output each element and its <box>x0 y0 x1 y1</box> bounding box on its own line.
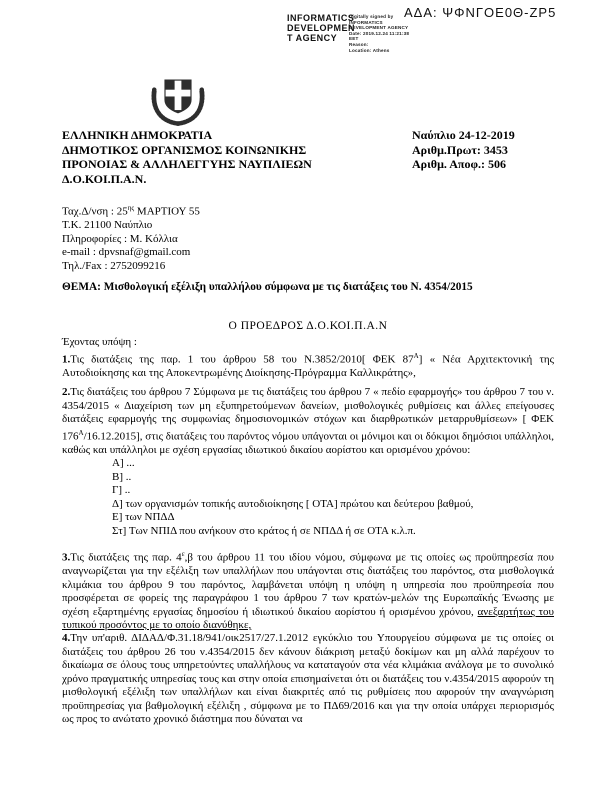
signature-details <box>349 13 421 53</box>
paragraph-2: 2.Τις διατάξεις του άρθρου 7 Σύμφωνα με τις διατάξεις του άρθρου 7 « πεδίο εφαρμογής» του άρθρου 7 του ν. 4354/2015 « Διαχείριση των μη εξυπηρετούμενων δανείων, μισθολογικές ρυθμίσεις και άλλες επείγουσες διατάξεις εφαρμογής της συμφωνίας δημοσιονομικών στόχων και διαρθρωτικών μεταρρυθμίσεων» [ ΦΕΚ $176^A/16.12.2015$], στις διατάξεις του παρόντος νόμου υπάγονται οι μόνιμοι και οι δόκιμοι δημόσιοι υπάλληλοι, καθώς και υπάλληλοι με σχέση εργασίας ιδιωτικού δικαίου αορίστου και ορισμένου χρόνου: <box>62 386 554 456</box>
signature-agency-line: T AGENCY <box>287 33 338 43</box>
signature-detail-line: Location: Athens <box>349 47 390 53</box>
signature-agency-line: INFORMATICS <box>287 13 355 23</box>
org-line: ΔΗΜΟΤΙΚΟΣ ΟΡΓΑΝΙΣΜΟΣ ΚΟΙΝΩΝΙΚΗΣ <box>62 142 307 157</box>
postal-code: Τ.Κ. 21100 Ναύπλιο <box>62 219 153 232</box>
signature-detail-line: Digitally signed by <box>349 14 394 19</box>
org-line: ΠΡΟΝΟΙΑΣ & ΑΛΛΗΛΕΓΓΥΗΣ ΝΑΥΠΛΙΕΩΝ <box>62 157 312 171</box>
org-line: Δ.Ο.ΚΟΙ.Π.Α.Ν. <box>62 171 147 186</box>
signature-detail-line: Date: 2019.12.24 11:21:38 <box>349 30 410 36</box>
paragraph-1: 1.Τις διατάξεις της παρ. 1 του άρθρου 58 του Ν.3852/2010[ ΦΕΚ $87^A$] « Νέα Αρχιτεκτονική της Αυτοδιοίκησης και της Αποκεντρωμένης Διοίκησης-Πρόγραμμα Καλλικράτης», <box>62 351 554 380</box>
contact-person: Πληροφορίες : Μ. Κόλλια <box>62 232 178 245</box>
document-body <box>62 320 554 727</box>
signature-detail-line: INFORMATICS <box>349 19 383 25</box>
signature-detail-line: EET <box>349 36 359 42</box>
paragraph-4: 4.Την υπ'αριθ. ΔΙΔΑΔ/Φ.31.18/941/οικ2517/27.1.2012 εγκύκλιο του Υπουργείου σύμφωνα με τις οποίες οι διατάξεις του άρθρου 26 του ν.4354/2015 δεν κάνουν διάκριση μεταξύ δοκίμων και μη αλλά παρέχουν το δικαίωμα σε όλους τους υπηρετούντες υπαλλήλους να καταταγούν στα νέα κλιμάκια ανάλογα με το συνολικό χρόνο πραγματικής υπηρεσίας τους και στην οποία επισημαίνεται ότι οι διατάξεις του ν.4354/2015 αφορούν τη μισθολογική εξέλιξη των υπαλλήλων και είναι διακριτές από τις ρυθμίσεις που αφορούν την αναγνώριση προϋπηρεσίας για βαθμολογική εξέλιξη , σύμφωνα με το ΠΔ69/2016 και για την οποία υπάρχει περιορισμός ως προς το ανώτατο χρονικό διάστημα που δύναται να <box>62 632 554 726</box>
signature-detail-line: Reason: <box>349 41 369 47</box>
place-date: Ναύπλιο 24-12-2019 <box>412 128 515 142</box>
ada-code: ΑΔΑ: ΨΦΝΓΟΕ0Θ-ΖΡ5 <box>404 5 557 20</box>
greek-coat-of-arms-icon <box>143 75 213 127</box>
entity-list <box>112 457 554 538</box>
org-line: ΕΛΛΗΝΙΚΗ ΔΗΜΟΚΡΑΤΙΑ <box>62 128 213 142</box>
list-item: Α] ... <box>112 457 135 470</box>
list-item: Β] .. <box>112 470 132 483</box>
list-item: Γ] .. <box>112 484 131 497</box>
subject-line: ΘΕΜΑ: Μισθολογική εξέλιξη υπαλλήλου σύμφωνα με τις διατάξεις του Ν. 4354/2015 <box>62 281 473 293</box>
postal-address: Ταχ.Δ/νση : $25^{\eta\varsigma}$ ΜΑΡΤΙΟΥ 55 <box>62 204 200 218</box>
signature-agency-line: DEVELOPMEN <box>287 23 356 33</box>
paragraph-3: 3.Τις διατάξεις της παρ. $4^\varepsilon,\beta$ του άρθρου 11 του ιδίου νόμου, σύμφωνα με τις οποίες ως προϋπηρεσία που αναγνωρίζεται για την εξέλιξη των υπαλλήλων που υπάγονται στις διατάξεις του παρόντος, στα μισθολογικά κλιμάκια του άρθρου 9 του παρόντος, λαμβάνεται υπόψη η υπόψη η υπηρεσία που προϋπηρεσία που προσφέρεται σε φορείς της παραγράφου 1 του άρθρου 7 των κρατών-μελών της Ευρωπαϊκής Ένωσης με σχέση εξαρτημένης εργασίας δημοσίου ή ιδιωτικού δικαίου αορίστου ή ορισμένου χρόνου, ανεξαρτήτως του τυπικού προσόντος με το οποίο διανύθηκε, <box>62 550 554 632</box>
having-regard-label: Έχοντας υπόψη : <box>62 336 137 349</box>
signature-detail-line: DEVELOPMENT AGENCY <box>349 25 409 31</box>
list-item: Ε] των ΝΠΔΔ <box>112 511 175 524</box>
decision-number: Αριθμ. Αποφ.: 506 <box>412 157 506 171</box>
issuer-heading: Ο ΠΡΟΕΔΡΟΣ Δ.Ο.ΚΟΙ.Π.Α.Ν <box>228 320 388 332</box>
protocol-block <box>412 128 515 172</box>
contact-phone: Τηλ./Fax : 2752099216 <box>62 259 166 272</box>
issuing-authority-block <box>62 128 312 186</box>
digital-signature-stamp <box>287 13 421 53</box>
contact-details-block <box>62 202 200 273</box>
protocol-number: Αριθμ.Πρωτ: 3453 <box>412 142 508 157</box>
contact-email: e-mail : dpvsnaf@gmail.com <box>62 246 191 259</box>
list-item: Δ] των οργανισμών τοπικής αυτοδιοίκησης [ ΟΤΑ] πρώτου και δεύτερου βαθμού, <box>112 497 474 510</box>
list-item: Στ] Των ΝΠΙΔ που ανήκουν στο κράτος ή σε ΝΠΔΔ ή σε ΟΤΑ κ.λ.π. <box>112 524 416 537</box>
